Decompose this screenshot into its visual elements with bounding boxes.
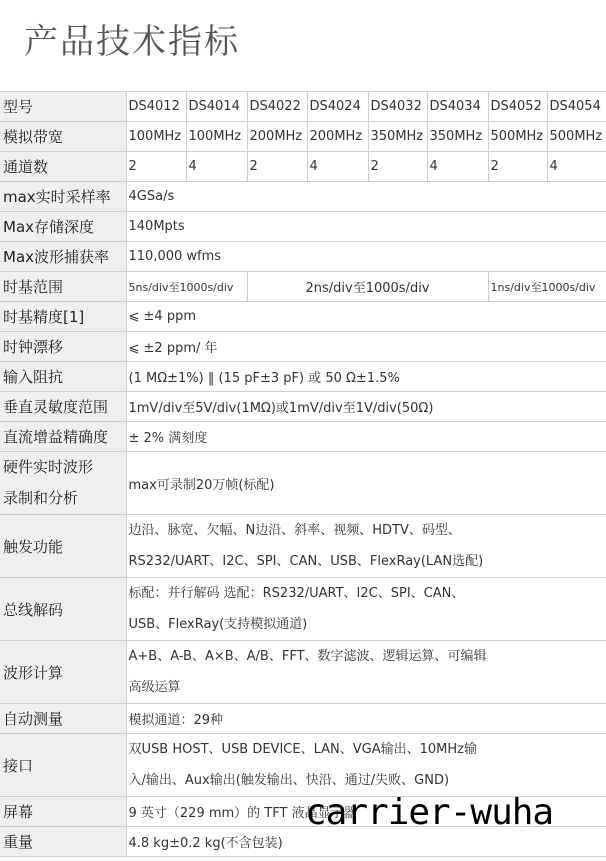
label-hw-record [0,452,126,515]
channels-cell: 2 [368,152,427,182]
trigger-line: 边沿、脉宽、欠幅、N边沿、斜率、视频、HDTV、码型、 [128,523,461,538]
label-model: 型号 [0,92,126,122]
label-auto-measure: 自动测量 [0,704,126,734]
channels-cell: 2 [247,152,307,182]
channels-cell: 4 [307,152,368,182]
math-line: 高级运算 [128,680,181,695]
bandwidth-cell: 350MHz [427,122,488,152]
label-timebase-accuracy: 时基精度[1] [0,302,126,332]
row-math [0,641,606,704]
row-vertical-sensitivity [0,392,606,422]
label-channels: 通道数 [0,152,126,182]
model-cell: DS4012 [126,92,186,122]
label-weight: 重量 [0,827,126,857]
label-trigger: 触发功能 [0,515,126,578]
bus-decode-line: 标配：并行解码 选配：RS232/UART、I2C、SPI、CAN、 [128,586,465,601]
label-capture: Max波形捕获率 [0,242,126,272]
timebase-accuracy-value: ⩽ ±4 ppm [126,302,606,332]
bandwidth-cell: 200MHz [307,122,368,152]
model-cell: DS4052 [488,92,547,122]
timebase-value: 2ns/div至1000s/div [247,272,488,302]
label-vertical-sensitivity: 垂直灵敏度范围 [0,392,126,422]
dc-gain-value: ± 2% 满刻度 [126,422,606,452]
bandwidth-cell: 100MHz [126,122,186,152]
label-math: 波形计算 [0,641,126,704]
capture-value: 110,000 wfms [126,242,606,272]
row-memory [0,212,606,242]
model-cell: DS4024 [307,92,368,122]
model-cell: DS4022 [247,92,307,122]
spec-table [0,91,606,857]
label-bandwidth: 模拟带宽 [0,122,126,152]
row-bandwidth [0,122,606,152]
label-hw-record-line: 录制和分析 [3,489,79,507]
label-screen: 屏幕 [0,797,126,827]
row-bus-decode [0,578,606,641]
hw-record-value: max可录制20万帧(标配) [126,452,606,515]
timebase-value: 5ns/div至1000s/div [126,272,247,302]
row-auto-measure [0,704,606,734]
channels-cell: 4 [186,152,247,182]
impedance-value: (1 MΩ±1%) ‖ (15 pF±3 pF) 或 50 Ω±1.5% [126,362,606,392]
model-cell: DS4032 [368,92,427,122]
channels-cell: 2 [488,152,547,182]
math-value [126,641,606,704]
weight-value: 4.8 kg±0.2 kg(不含包装) [126,827,606,857]
row-timebase [0,272,606,302]
memory-value: 140Mpts [126,212,606,242]
label-interface: 接口 [0,734,126,797]
label-memory: Max存储深度 [0,212,126,242]
channels-cell: 2 [126,152,186,182]
label-sample-rate: max实时采样率 [0,182,126,212]
model-cell: DS4034 [427,92,488,122]
label-impedance: 输入阻抗 [0,362,126,392]
vertical-sensitivity-value: 1mV/div至5V/div(1MΩ)或1mV/div至1V/div(50Ω) [126,392,606,422]
row-hw-record [0,452,606,515]
row-channels [0,152,606,182]
row-interface [0,734,606,797]
row-dc-gain [0,422,606,452]
interface-value [126,734,606,797]
interface-line: 双USB HOST、USB DEVICE、LAN、VGA输出、10MHz输 [128,742,477,757]
trigger-line: RS232/UART、I2C、SPI、CAN、USB、FlexRay(LAN选配) [128,554,484,569]
label-dc-gain: 直流增益精确度 [0,422,126,452]
model-cell: DS4014 [186,92,247,122]
bandwidth-cell: 350MHz [368,122,427,152]
page-title: 产品技术指标 [24,22,240,62]
interface-line: 入/输出、Aux输出(触发输出、快沿、通过/失败、GND) [128,773,450,788]
row-clock-drift [0,332,606,362]
bandwidth-cell: 200MHz [247,122,307,152]
auto-measure-value: 模拟通道：29种 [126,704,606,734]
row-trigger [0,515,606,578]
timebase-value: 1ns/div至1000s/div [488,272,606,302]
channels-cell: 4 [547,152,606,182]
label-timebase: 时基范围 [0,272,126,302]
label-bus-decode: 总线解码 [0,578,126,641]
bus-decode-line: USB、FlexRay(支持模拟通道) [128,617,308,632]
channels-cell: 4 [427,152,488,182]
row-sample-rate [0,182,606,212]
math-line: A+B、A-B、A×B、A/B、FFT、数字滤波、逻辑运算、可编辑 [128,649,487,664]
trigger-value [126,515,606,578]
row-capture [0,242,606,272]
clock-drift-value: ⩽ ±2 ppm/ 年 [126,332,606,362]
row-timebase-accuracy [0,302,606,332]
bandwidth-cell: 500MHz [547,122,606,152]
model-cell: DS4054 [547,92,606,122]
watermark-text: carrier-wuha [305,792,554,833]
row-model [0,92,606,122]
bandwidth-cell: 100MHz [186,122,247,152]
label-hw-record-line: 硬件实时波形 [3,458,94,476]
label-clock-drift: 时钟漂移 [0,332,126,362]
screen-value: 9 英寸（229 mm）的 TFT 液晶显示器 [126,797,606,827]
bandwidth-cell: 500MHz [488,122,547,152]
row-impedance [0,362,606,392]
bus-decode-value [126,578,606,641]
sample-rate-value: 4GSa/s [126,182,606,212]
